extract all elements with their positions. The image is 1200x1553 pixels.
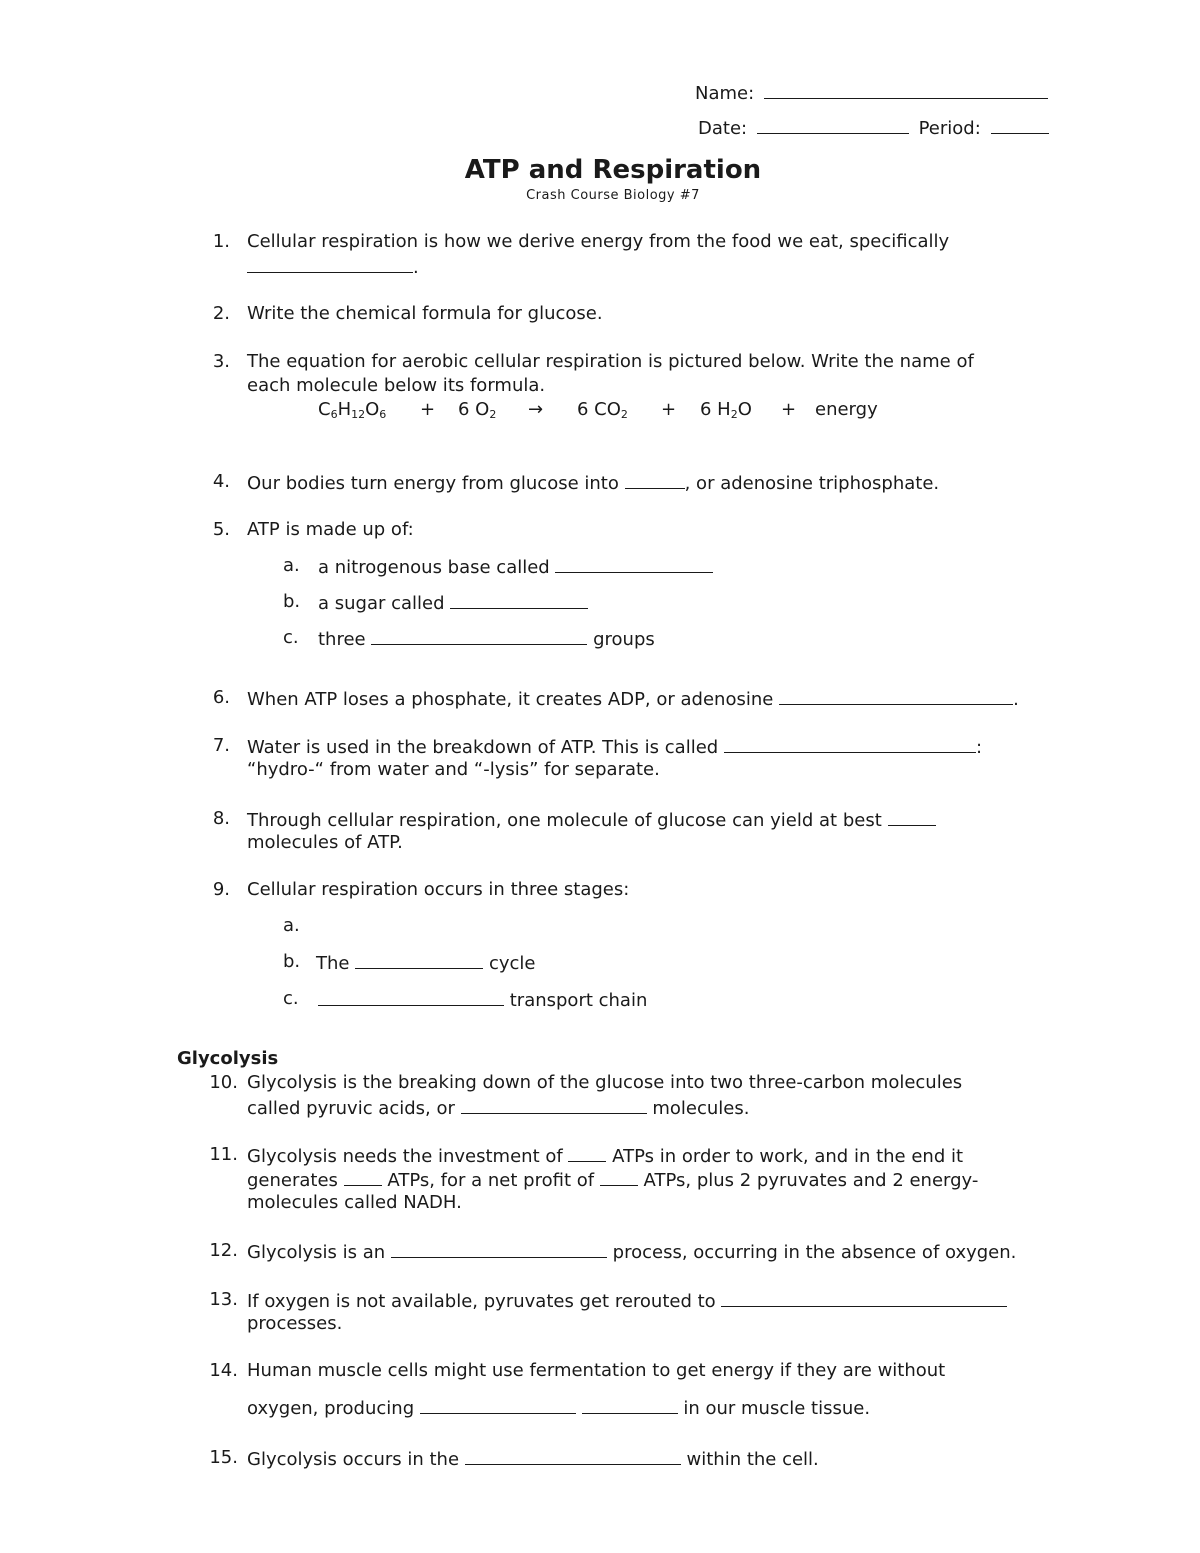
q9b-text: The cycle: [316, 950, 535, 976]
q1-blank[interactable]: [247, 254, 413, 273]
q13-blank[interactable]: [721, 1288, 1007, 1307]
date-blank[interactable]: [757, 115, 909, 134]
name-row: [695, 80, 1048, 106]
q10-number: 10.: [209, 1072, 238, 1093]
q7-blank[interactable]: [724, 734, 976, 753]
period-label: Period:: [918, 118, 981, 139]
q14-number: 14.: [209, 1360, 238, 1381]
q7-text: Water is used in the breakdown of ATP. This is called :: [247, 734, 982, 760]
q1-period: .: [413, 257, 419, 278]
q15-text: Glycolysis occurs in the within the cell.: [247, 1446, 819, 1472]
q11-number: 11.: [209, 1144, 238, 1165]
glucose-formula: $C_6H_{12}O_6$: [318, 399, 387, 421]
q6-number: 6.: [212, 687, 230, 708]
q12-number: 12.: [209, 1240, 238, 1261]
q9-number: 9.: [212, 879, 230, 900]
q9-text: Cellular respiration occurs in three stages:: [247, 879, 630, 900]
q11-generated-blank[interactable]: [344, 1167, 382, 1186]
q13-line2: processes.: [247, 1313, 343, 1334]
q14-blank-2[interactable]: [582, 1395, 678, 1414]
q6-text: When ATP loses a phosphate, it creates ADP, or adenosine .: [247, 686, 1019, 712]
q14-blank-1[interactable]: [420, 1395, 576, 1414]
q1-text: Cellular respiration is how we derive energy from the food we eat, specifically: [247, 231, 950, 252]
q1-number: 1.: [212, 231, 230, 252]
q10-blank[interactable]: [461, 1095, 647, 1114]
q14-line2: oxygen, producing in our muscle tissue.: [247, 1395, 870, 1421]
q5c-letter: c.: [283, 627, 299, 648]
plus-sign-1: +: [420, 399, 436, 420]
q5a-text: a nitrogenous base called: [318, 554, 713, 580]
q14-line1: Human muscle cells might use fermentation to get energy if they are without: [247, 1360, 946, 1381]
q9c-text: transport chain: [318, 987, 647, 1013]
q10-line2: called pyruvic acids, or molecules.: [247, 1095, 749, 1121]
q11-net-blank[interactable]: [600, 1167, 638, 1186]
name-blank[interactable]: [764, 80, 1048, 99]
energy-term: energy: [815, 399, 878, 420]
date-row: [698, 115, 1049, 141]
q2-text: Write the chemical formula for glucose.: [247, 303, 603, 324]
q5c-blank[interactable]: [371, 626, 587, 645]
q8-number: 8.: [212, 808, 230, 829]
q6-blank[interactable]: [779, 686, 1013, 705]
q4-text: Our bodies turn energy from glucose into , or adenosine triphosphate.: [247, 470, 939, 496]
q7-line2: “hydro-“ from water and “-lysis” for separate.: [247, 759, 660, 780]
q5-number: 5.: [212, 519, 230, 540]
q13-number: 13.: [209, 1289, 238, 1310]
q15-number: 15.: [209, 1447, 238, 1468]
q5c-text: three groups: [318, 626, 655, 652]
q3-line2: each molecule below its formula.: [247, 375, 546, 396]
reaction-arrow: →: [528, 399, 544, 420]
oxygen-formula: 6 $O_2$: [458, 399, 497, 421]
q12-blank[interactable]: [391, 1239, 607, 1258]
page-subtitle: Crash Course Biology #7: [526, 188, 700, 203]
plus-sign-2: +: [661, 399, 677, 420]
q15-blank[interactable]: [465, 1446, 681, 1465]
q8-line2: molecules of ATP.: [247, 832, 403, 853]
q9b-blank[interactable]: [355, 950, 483, 969]
q8-line1: Through cellular respiration, one molecule of glucose can yield at best: [247, 807, 936, 833]
q3-line1: The equation for aerobic cellular respiration is pictured below. Write the name of: [247, 351, 974, 372]
name-label: Name:: [695, 83, 755, 104]
q13-line1: If oxygen is not available, pyruvates get rerouted to: [247, 1288, 1007, 1314]
q5b-letter: b.: [283, 591, 301, 612]
q7-number: 7.: [212, 735, 230, 756]
q1-answer-row: [247, 254, 419, 280]
q12-text: Glycolysis is an process, occurring in the absence of oxygen.: [247, 1239, 1016, 1265]
q11-line1: Glycolysis needs the investment of ATPs in order to work, and in the end it: [247, 1143, 963, 1169]
page-title: ATP and Respiration: [464, 155, 762, 185]
section-heading-glycolysis: Glycolysis: [177, 1048, 279, 1069]
q5-text: ATP is made up of:: [247, 519, 414, 540]
q11-line2: generates ATPs, for a net profit of ATPs, plus 2 pyruvates and 2 energy-: [247, 1167, 978, 1193]
carbon-dioxide-formula: 6 $CO_2$: [577, 399, 628, 421]
q11-investment-blank[interactable]: [568, 1143, 606, 1162]
q9c-blank[interactable]: [318, 987, 504, 1006]
q5b-blank[interactable]: [450, 590, 588, 609]
q4-blank[interactable]: [625, 470, 685, 489]
q8-blank[interactable]: [888, 807, 936, 826]
q5b-text: a sugar called: [318, 590, 588, 616]
q5a-blank[interactable]: [555, 554, 713, 573]
period-blank[interactable]: [991, 115, 1049, 134]
date-label: Date:: [698, 118, 748, 139]
q4-number: 4.: [212, 471, 230, 492]
q9b-letter: b.: [283, 951, 301, 972]
q5a-letter: a.: [283, 555, 300, 576]
q11-line3: molecules called NADH.: [247, 1192, 462, 1213]
plus-sign-3: +: [781, 399, 797, 420]
q10-line1: Glycolysis is the breaking down of the glucose into two three-carbon molecules: [247, 1072, 963, 1093]
water-formula: 6 $H_2O$: [700, 399, 752, 421]
q2-number: 2.: [212, 303, 230, 324]
respiration-equation: [318, 398, 386, 422]
q9c-letter: c.: [283, 988, 299, 1009]
q3-number: 3.: [212, 351, 230, 372]
q9a-letter: a.: [283, 915, 300, 936]
